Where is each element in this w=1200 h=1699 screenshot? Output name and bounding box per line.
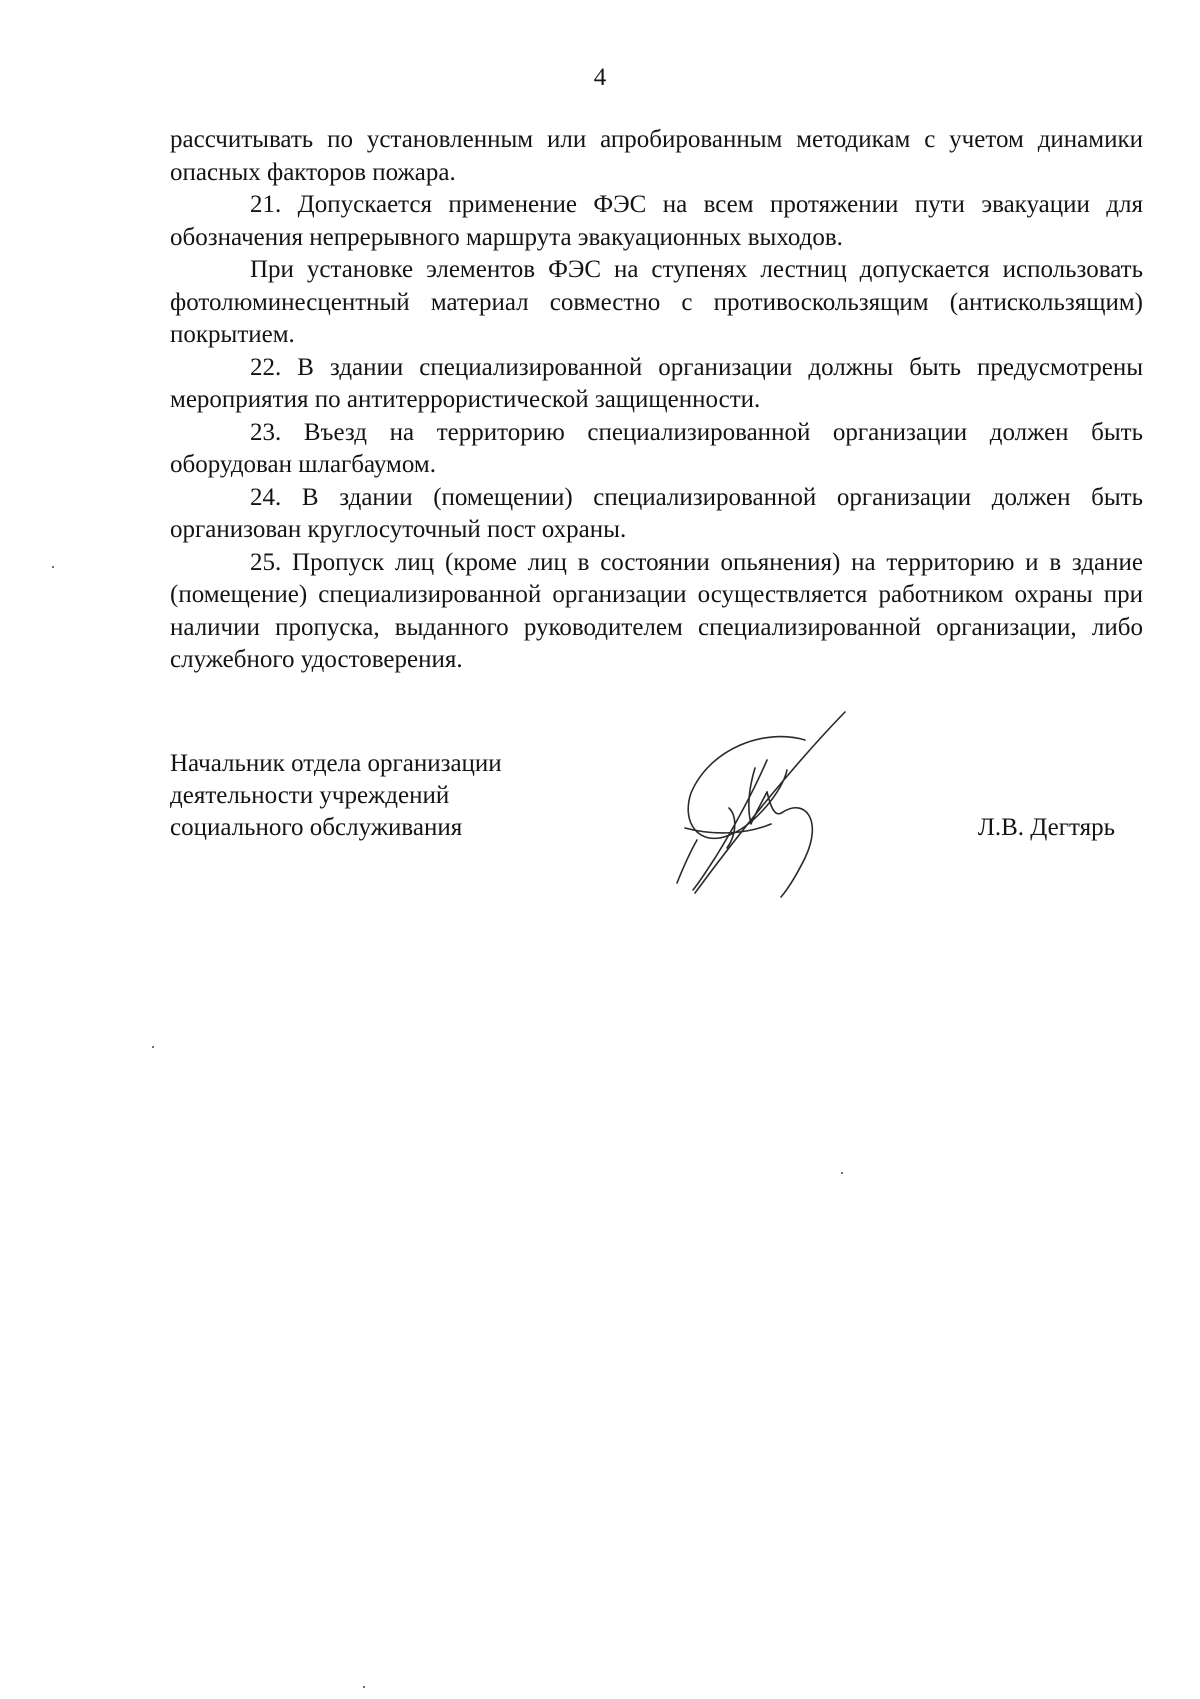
handwritten-signature <box>655 708 855 898</box>
signatory-title-line: деятельности учреждений <box>170 782 450 809</box>
signatory-title-line: Начальник отдела организации <box>170 750 502 777</box>
signatory-name: Л.В. Дегтярь <box>977 814 1115 841</box>
paragraph-continuation: рассчитывать по установленным или апробированным методикам с учетом динамики опасных факторов пожара. <box>170 126 1143 186</box>
paragraph-item-25: 25. Пропуск лиц (кроме лиц в состоянии опьянения) на территорию и в здание (помещение) специализированной организации осуществляется работником охраны при наличии пропуска, выданного руководителем специализированной организации, либо служебного удостоверения. <box>170 548 1143 673</box>
paragraph-item-21-note: При установке элементов ФЭС на ступенях лестниц допускается использовать фотолюминесцентный материал совместно с противоскользящим (антискользящим) покрытием. <box>170 256 1143 348</box>
scan-artifact-dot <box>152 1046 154 1048</box>
scan-artifact-dot <box>363 1686 365 1688</box>
paragraph-item-24: 24. В здании (помещении) специализированной организации должен быть организован круглосуточный пост охраны. <box>170 483 1143 543</box>
scan-artifact-dot <box>841 1172 843 1174</box>
scan-artifact-dot <box>52 566 54 568</box>
paragraph-item-21: 21. Допускается применение ФЭС на всем протяжении пути эвакуации для обозначения непрерывного маршрута эвакуационных выходов. <box>170 191 1143 251</box>
signatory-title <box>170 748 590 844</box>
signatory-title-line: социального обслуживания <box>170 814 463 841</box>
document-body <box>170 124 1143 677</box>
paragraph-item-22: 22. В здании специализированной организации должны быть предусмотрены мероприятия по антитеррористической защищенности. <box>170 353 1143 413</box>
signature-strokes <box>677 712 845 897</box>
page-number: 4 <box>593 64 607 91</box>
paragraph-item-23: 23. Въезд на территорию специализированной организации должен быть оборудован шлагбаумом. <box>170 418 1143 478</box>
